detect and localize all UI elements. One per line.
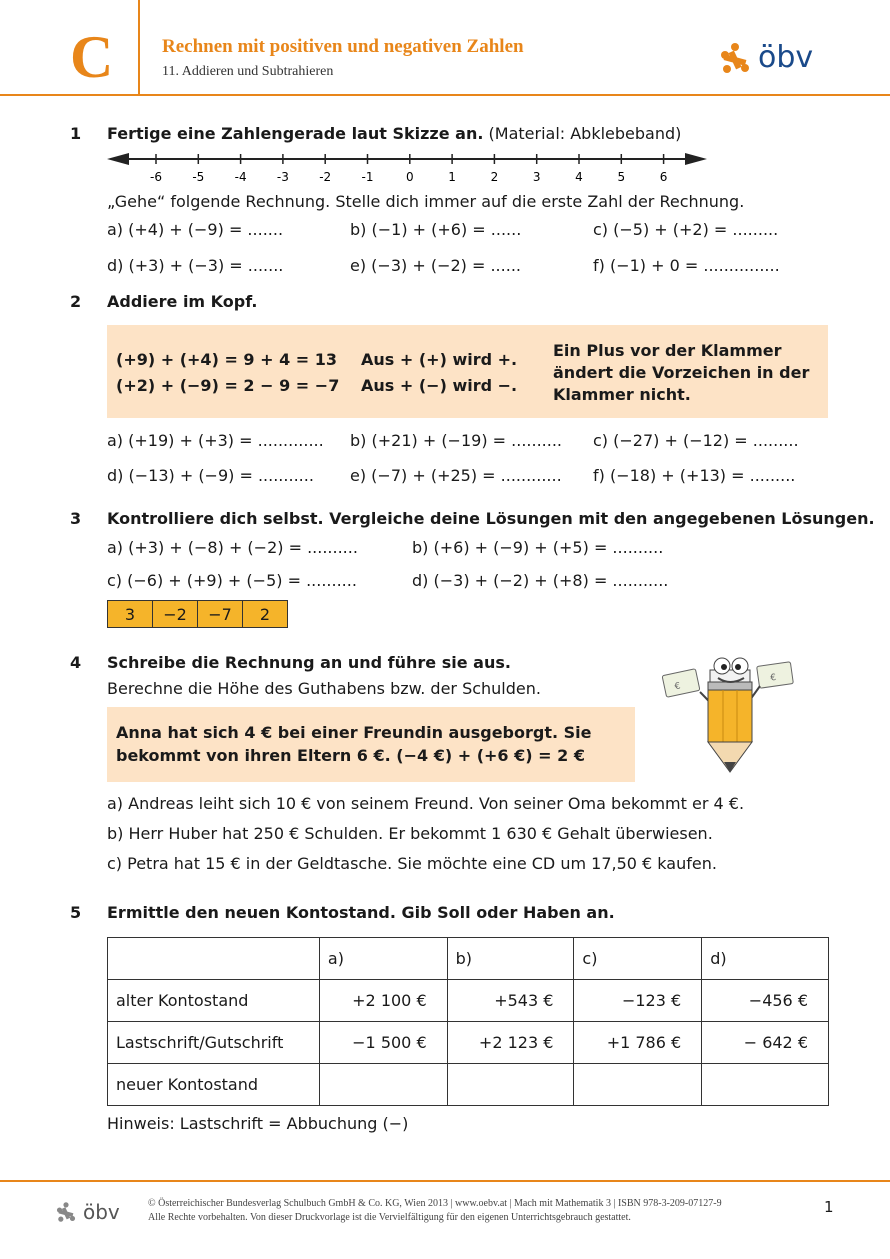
table-cell: +543 € [447,980,574,1022]
task-heading: Schreibe die Rechnung an und führe sie aus. [107,653,511,672]
number-line-label: 0 [405,170,414,184]
task2-item-b: b) (+21) + (−19) = .......... [350,431,562,450]
rule-note: Ein Plus vor der Klammer ändert die Vorzeichen in der Klammer nicht. [553,341,810,404]
table-header-cell: a) [319,938,447,980]
footer-copyright [148,1197,722,1225]
task4-item-a: a) Andreas leiht sich 10 € von seinem Freund. Von seiner Oma bekommt er 4 €. [107,794,745,813]
number-line-label: 2 [490,170,499,184]
task-number: 2 [70,292,82,311]
solution-cell: 3 [108,601,153,628]
task1-item-d: d) (+3) + (−3) = ....... [107,256,284,275]
table-cell: −123 € [574,980,702,1022]
task1-item-e: e) (−3) + (−2) = ...... [350,256,521,275]
header-divider [138,0,140,96]
task4-item-b: b) Herr Huber hat 250 € Schulden. Er bekommt 1 630 € Gehalt überwiesen. [107,824,713,843]
task-number: 1 [70,124,82,143]
rule-line-1: Aus + (+) wird +. [361,350,518,369]
number-line-label: 6 [659,170,668,184]
table-header-cell: d) [702,938,829,980]
example-line-1: (+9) + (+4) = 9 + 4 = 13 [116,350,338,369]
task-heading [107,124,681,143]
number-line-label: -2 [319,170,332,184]
table-cell [702,1064,829,1106]
obv-logo [718,40,813,75]
task3-item-c: c) (−6) + (+9) + (−5) = .......... [107,571,357,590]
page-title: Rechnen mit positiven und negativen Zahlen [162,36,524,57]
task2-item-a: a) (+19) + (+3) = ............. [107,431,324,450]
star-icon [55,1201,77,1223]
table-cell [447,1064,574,1106]
task-number: 3 [70,509,82,528]
task-heading: Addiere im Kopf. [107,292,258,311]
header-rule [0,94,890,96]
task2-item-e: e) (−7) + (+25) = ............ [350,466,562,485]
task-number: 5 [70,903,82,922]
footer-line-2: Alle Rechte vorbehalten. Von dieser Druckvorlage ist die Vervielfältigung für den eigenen Unterrichtsgebrauch gestattet. [148,1212,631,1223]
number-line-label: -4 [234,170,247,184]
table-cell: +2 123 € [447,1022,574,1064]
table-header-row [108,938,829,980]
task1-item-c: c) (−5) + (+2) = ......... [593,220,779,239]
table-row [108,1022,829,1064]
number-line-label: 4 [575,170,583,184]
task-number: 4 [70,653,82,672]
table-header-cell: c) [574,938,702,980]
task1-instruction: „Gehe“ folgende Rechnung. Stelle dich immer auf die erste Zahl der Rechnung. [107,192,745,211]
footer-logo [55,1200,120,1224]
logo-text: öbv [758,40,814,75]
task-material: (Material: Abklebeband) [488,124,682,143]
solution-cell: −2 [153,601,198,628]
table-cell: alter Kontostand [108,980,320,1022]
footer-line-1: © Österreichischer Bundesverlag Schulbuch GmbH & Co. KG, Wien 2013 | www.oebv.at | Mach mit Mathematik 3 | ISBN 978-3-209-07127-9 [148,1198,722,1209]
number-line [107,148,712,188]
task4-line2: Berechne die Höhe des Guthabens bzw. der Schulden. [107,679,541,698]
example-box [107,325,828,418]
number-line-label: 1 [448,170,456,184]
number-line-label: -5 [192,170,205,184]
pencil-mascot-illustration [660,652,800,780]
table-row [108,980,829,1022]
arrow-left-icon [107,153,129,165]
table-cell: −456 € [702,980,829,1022]
chapter-letter: C [70,24,114,90]
table-cell: +2 100 € [319,980,447,1022]
table-cell: +1 786 € [574,1022,702,1064]
table-row [108,1064,829,1106]
solutions-table [107,600,288,628]
table-header-cell [108,938,320,980]
task3-item-a: a) (+3) + (−8) + (−2) = .......... [107,538,358,557]
task2-item-f: f) (−18) + (+13) = ......... [593,466,796,485]
solution-cell: −7 [198,601,243,628]
star-icon [718,41,752,75]
number-line-label: 5 [617,170,626,184]
number-line-label: -6 [150,170,162,184]
table-cell [319,1064,447,1106]
page-number: 1 [824,1198,834,1216]
footer-rule [0,1180,890,1182]
table-cell [574,1064,702,1106]
task1-item-b: b) (−1) + (+6) = ...... [350,220,522,239]
task2-item-d: d) (−13) + (−9) = ........... [107,466,314,485]
example-line-2: (+2) + (−9) = 2 − 9 = −7 [116,376,340,395]
task2-item-c: c) (−27) + (−12) = ......... [593,431,799,450]
svg-text:€: € [673,681,682,693]
solution-cell: 2 [243,601,288,628]
footer-logo-text: öbv [83,1200,120,1224]
task-heading: Kontrolliere dich selbst. Vergleiche deine Lösungen mit den angegebenen Lösungen. [107,509,875,528]
table-cell: Lastschrift/Gutschrift [108,1022,320,1064]
page-subtitle: 11. Addieren und Subtrahieren [162,64,334,79]
task5-hint: Hinweis: Lastschrift = Abbuchung (−) [107,1114,409,1133]
task4-item-c: c) Petra hat 15 € in der Geldtasche. Sie möchte eine CD um 17,50 € kaufen. [107,854,717,873]
number-line-label: -1 [361,170,374,184]
task1-item-a: a) (+4) + (−9) = ....... [107,220,284,239]
account-table [107,937,829,1106]
number-line-label: -3 [276,170,289,184]
table-header-cell: b) [447,938,574,980]
task-heading: Ermittle den neuen Kontostand. Gib Soll oder Haben an. [107,903,615,922]
table-cell: neuer Kontostand [108,1064,320,1106]
number-line-label: 3 [532,170,541,184]
rule-line-2: Aus + (−) wird −. [361,376,518,395]
table-cell: −1 500 € [319,1022,447,1064]
task-heading-text: Fertige eine Zahlengerade laut Skizze an. [107,124,484,143]
arrow-right-icon [685,153,707,165]
svg-text:€: € [769,672,777,684]
task1-item-f: f) (−1) + 0 = ............... [593,256,780,275]
task3-item-d: d) (−3) + (−2) + (+8) = ........... [412,571,669,590]
example-text: Anna hat sich 4 € bei einer Freundin ausgeborgt. Sie bekommt von ihren Eltern 6 €. (−4 €) + (+6 €) = 2 € [116,723,592,765]
task3-item-b: b) (+6) + (−9) + (+5) = .......... [412,538,664,557]
example-box [107,707,635,782]
table-cell: − 642 € [702,1022,829,1064]
